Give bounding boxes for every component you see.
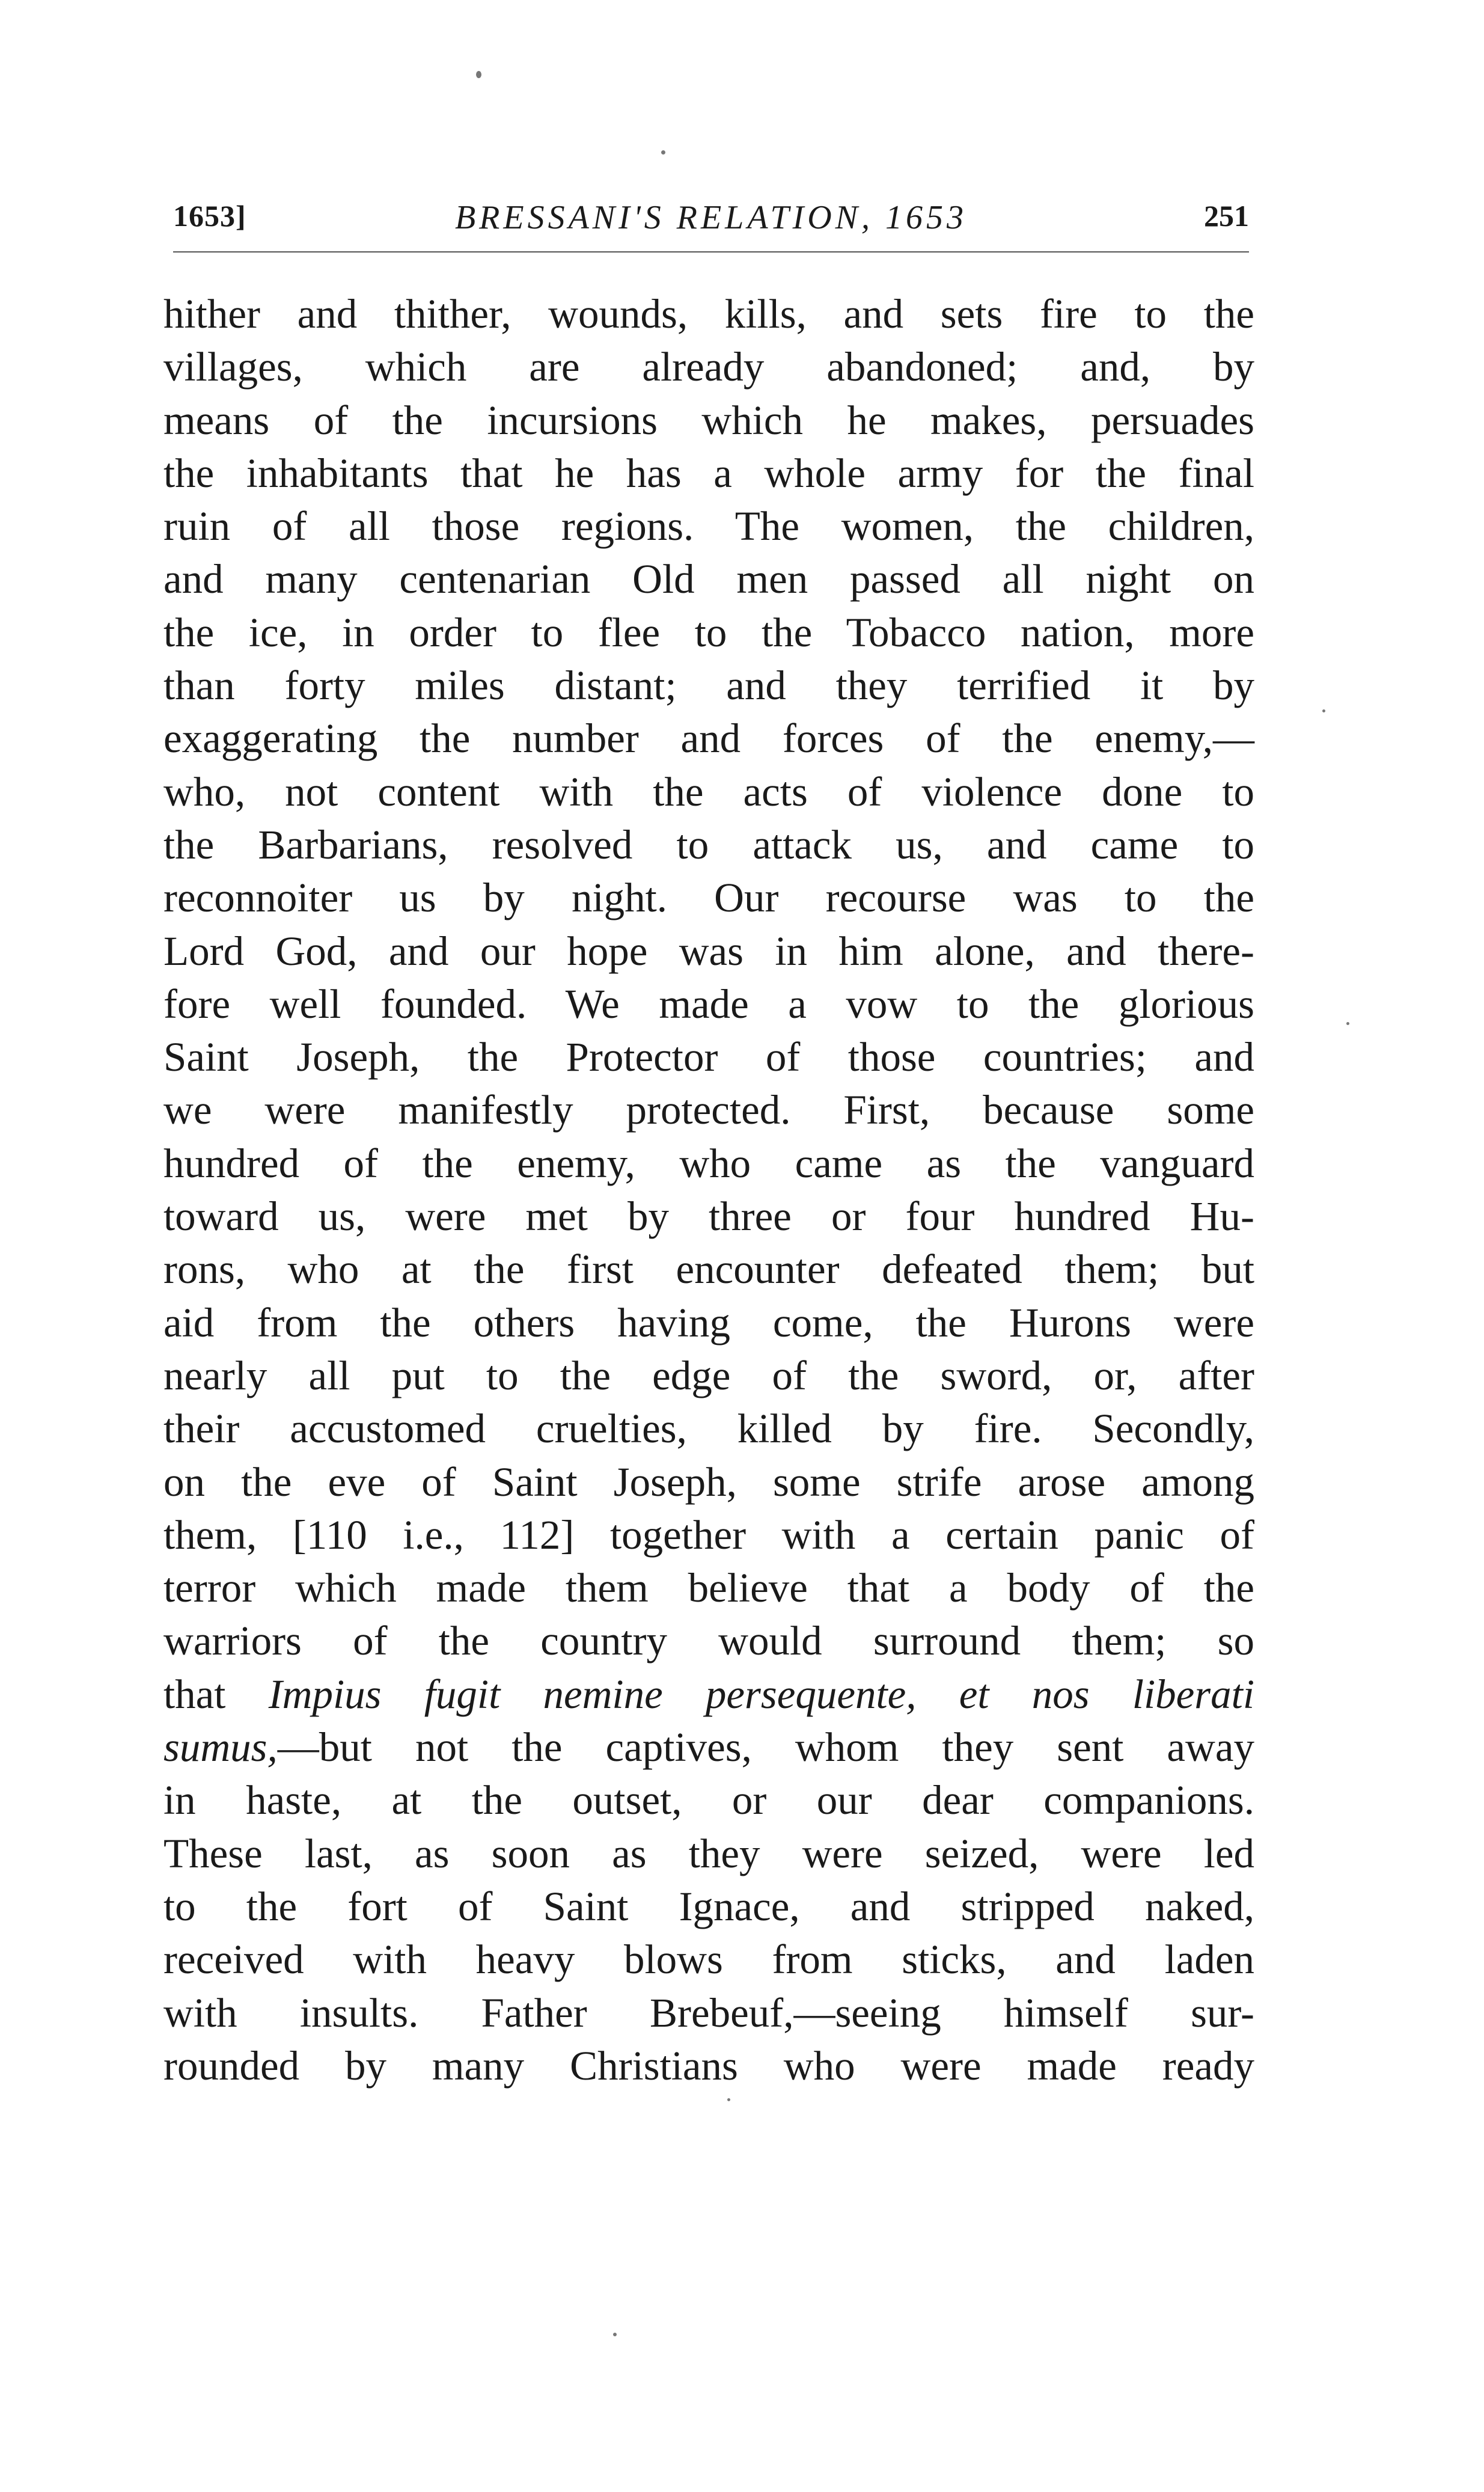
text-line: on the eve of Saint Joseph, some strife arose among: [163, 1459, 1254, 1505]
text-line: These last, as soon as they were seized, were led: [163, 1830, 1254, 1876]
text-line: nearly all put to the edge of the sword, or, after: [163, 1352, 1254, 1398]
body-text: [163, 287, 1254, 2092]
text-line: hither and thither, wounds, kills, and sets fire to the: [163, 291, 1254, 337]
text-line: we were manifestly protected. First, because some: [163, 1087, 1254, 1133]
text-line: with insults. Father Brebeuf,—seeing himself sur-: [163, 1989, 1254, 2036]
text-line: that Impius fugit nemine persequente, et nos liberati: [163, 1671, 1254, 1717]
text-line: rounded by many Christians who were made ready: [163, 2042, 1254, 2089]
text-line: toward us, were met by three or four hundred Hu-: [163, 1193, 1254, 1240]
text-line: the inhabitants that he has a whole army for the final: [163, 450, 1254, 496]
text-line: villages, which are already abandoned; and, by: [163, 344, 1254, 390]
text-line: means of the incursions which he makes, persuades: [163, 397, 1254, 443]
text-line: received with heavy blows from sticks, and laden: [163, 1936, 1254, 1983]
latin-phrase: Impius fugit nemine persequente, et nos liberati: [268, 1671, 1254, 1717]
page-number: 251: [1204, 199, 1249, 233]
text-line: rons, who at the first encounter defeated them; but: [163, 1246, 1254, 1293]
text-line: fore well founded. We made a vow to the glorious: [163, 981, 1254, 1027]
text-line: hundred of the enemy, who came as the vanguard: [163, 1140, 1254, 1186]
scan-speck: [1322, 709, 1325, 712]
text-line: exaggerating the number and forces of the enemy,—: [163, 715, 1254, 762]
latin-phrase: sumus,: [163, 1724, 278, 1771]
text-line: than forty miles distant; and they terrified it by: [163, 663, 1254, 709]
text-line: ruin of all those regions. The women, the children,: [163, 503, 1254, 550]
header-title: BRESSANI'S RELATION, 1653: [454, 199, 968, 236]
scan-speck: [1346, 1022, 1349, 1025]
text-line: them, [110 i.e., 112] together with a certain panic of: [163, 1511, 1254, 1558]
scan-speck: [613, 2333, 617, 2336]
header-year: 1653]: [173, 199, 246, 233]
text-line: aid from the others having come, the Hurons were: [163, 1299, 1254, 1345]
text-line: warriors of the country would surround them; so: [163, 1618, 1254, 1664]
text-line: in haste, at the outset, or our dear companions.: [163, 1777, 1254, 1823]
scan-speck: [661, 150, 665, 155]
text-line: Lord God, and our hope was in him alone, and there-: [163, 928, 1254, 974]
scan-speck: [727, 2098, 730, 2101]
text-line: reconnoiter us by night. Our recourse was to the: [163, 875, 1254, 921]
text-line: the Barbarians, resolved to attack us, and came to: [163, 821, 1254, 868]
text-line: their accustomed cruelties, killed by fire. Secondly,: [163, 1406, 1254, 1452]
text-line: who, not content with the acts of violence done to: [163, 768, 1254, 815]
text-line: sumus,—but not the captives, whom they sent away: [163, 1724, 1254, 1771]
text-line: to the fort of Saint Ignace, and stripped naked,: [163, 1883, 1254, 1929]
text-line: and many centenarian Old men passed all night on: [163, 556, 1254, 602]
header-rule: [173, 251, 1249, 253]
text-line: Saint Joseph, the Protector of those countries; and: [163, 1034, 1254, 1080]
text-line: terror which made them believe that a body of the: [163, 1565, 1254, 1611]
scan-speck: [476, 71, 481, 78]
running-head: [173, 198, 1249, 246]
text-line: the ice, in order to flee to the Tobacco nation, more: [163, 609, 1254, 655]
